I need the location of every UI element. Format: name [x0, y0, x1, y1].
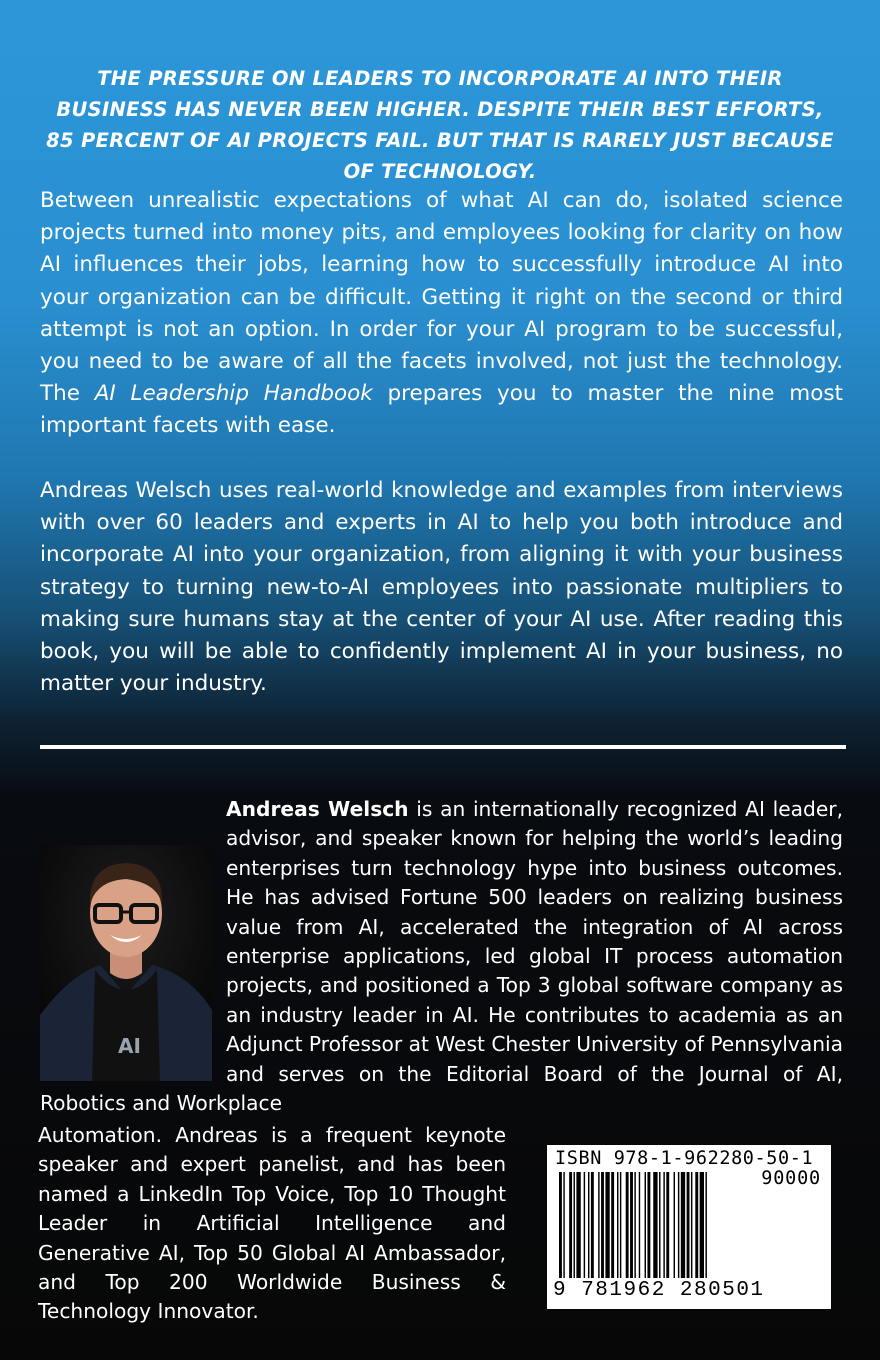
barcode-bar: [563, 1172, 564, 1278]
barcode-bar: [681, 1172, 685, 1278]
barcode-bar: [705, 1172, 706, 1278]
isbn-label: ISBN 978-1-962280-50-1: [555, 1148, 814, 1169]
barcode-bar: [620, 1172, 621, 1278]
barcode-bar: [687, 1172, 690, 1278]
price-code: 90000: [761, 1168, 821, 1189]
barcode-bar: [576, 1172, 580, 1278]
barcode-bar: [574, 1172, 575, 1278]
barcode-bar: [666, 1172, 669, 1278]
description-text-before-title: Between unrealistic expectations of what AI can do, isolated science projects turned into money pits, and employees looking for clarity on how AI influences their jobs, learning how to successfully introduce AI into your organization can be difficult. Getting it right on the second or third attempt is not an option. In order for your AI program to be successful, you need to be aware of all the facets involved, not just the technology. The: [40, 188, 843, 407]
barcode-bar: [617, 1172, 618, 1278]
barcode-bar: [559, 1172, 562, 1278]
barcode-bar: [653, 1172, 657, 1278]
barcode-bar: [569, 1172, 572, 1278]
section-divider: [40, 745, 846, 749]
barcode-bar: [605, 1172, 609, 1278]
barcode-bar: [639, 1172, 640, 1278]
barcode-bar: [674, 1172, 675, 1278]
barcode-bar: [588, 1172, 589, 1278]
barcode-bar: [678, 1172, 679, 1278]
barcode-bar: [634, 1172, 635, 1278]
barcode-bar: [584, 1172, 585, 1278]
barcode-bar: [695, 1172, 698, 1278]
barcode-bar: [663, 1172, 664, 1278]
barcode-bar: [691, 1172, 692, 1278]
headline: THE PRESSURE ON LEADERS TO INCORPORATE AI INTO THEIR BUSINESS HAS NEVER BEEN HIGHER. DESPITE THEIR BEST EFFORTS, 85 PERCENT OF AI PROJECTS FAIL. BUT THAT IS RARELY JUST BECAUSE OF TECHNOLOGY.: [46, 67, 834, 183]
barcode-bar: [591, 1172, 594, 1278]
ean-digits: 9 781962 280501: [553, 1279, 765, 1302]
photo-spacer: [40, 795, 226, 1089]
barcode-bar: [659, 1172, 660, 1278]
barcode-bar: [598, 1172, 599, 1278]
description-paragraph-2: Andreas Welsch uses real-world knowledge and examples from interviews with over 60 leaders and experts in AI to help you both introduce and incorporate AI into your organization, from aligning it with your business strategy to turning new-to-AI employees into passionate multipliers to making sure humans stay at the center of your AI use. After reading this book, you will be able to confidently implement AI in your business, no matter your industry.: [40, 478, 843, 697]
barcode-bar: [700, 1172, 704, 1278]
barcode-bar: [630, 1172, 633, 1278]
svg-text:AI: AI: [118, 1034, 141, 1058]
isbn-barcode: [547, 1145, 831, 1309]
author-bio-text: is an internationally recognized AI leader, advisor, and speaker known for helping the world’s leading enterprises turn technology hype into business outcomes. He has advised Fortune 500 leaders on realizing business value from AI, accelerated the integration of AI across enterprise applications, led global IT process automation projects, and positioned a Top 3 global software company as an industry leader in AI. He contributes to academia as an Adjunct Professor at West Chester University of Pennsylvania and serves on the Editorial Board of the Journal of AI, Robotics and Workplace: [40, 797, 843, 1116]
book-title: AI Leadership Handbook: [94, 381, 373, 407]
author-bio-continued: Automation. Andreas is a frequent keynote speaker and expert panelist, and has been named a LinkedIn Top Voice, Top 10 Thought Leader in Artificial Intelligence and Generative AI, Top 50 Global AI Ambassador, and Top 200 Worldwide Business & Technology Innovator.: [38, 1123, 506, 1324]
description-text-after-title: prepares you to master the nine most important facets with ease.: [40, 381, 843, 439]
author-bio: [40, 795, 843, 1118]
description-paragraph-1: [40, 185, 843, 443]
barcode-bar: [645, 1172, 646, 1278]
barcode-bar: [647, 1172, 650, 1278]
author-name: Andreas Welsch: [226, 797, 409, 821]
barcode-bar: [601, 1172, 604, 1278]
barcode-bar: [626, 1172, 629, 1278]
barcode-bars: [555, 1172, 745, 1280]
barcode-bar: [611, 1172, 614, 1278]
